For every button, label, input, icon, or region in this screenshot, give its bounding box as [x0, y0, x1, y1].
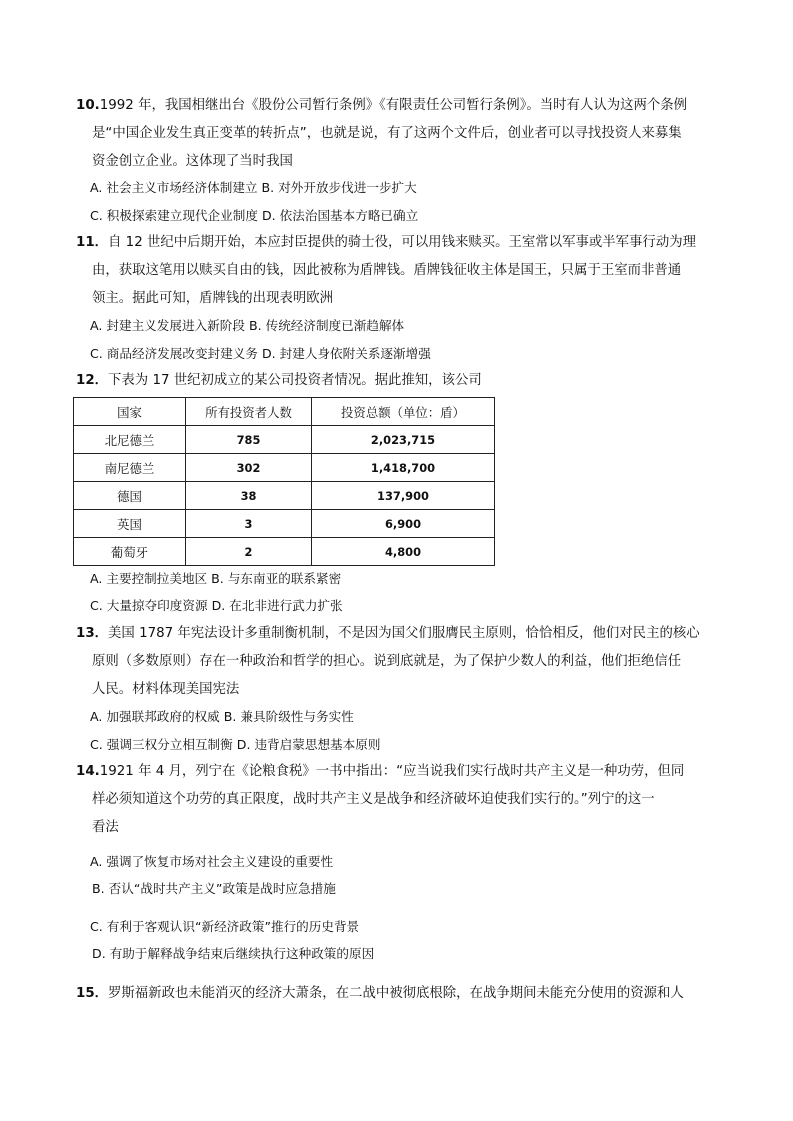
table-cell: 葡萄牙 — [74, 538, 186, 566]
question-number: 15． — [76, 986, 109, 1001]
question-10-line-2: 是“中国企业发生真正变革的转折点”，也就是说，有了这两个文件后，创业者可以寻找投资人来募集 — [92, 126, 682, 141]
question-11-line-2: 由，获取这笔用以赎买自由的钱，因此被称为盾牌钱。盾牌钱征收主体是国王，只属于王室而非普通 — [92, 263, 682, 278]
question-11-options-row-2 — [90, 340, 431, 368]
question-12 — [76, 367, 482, 395]
question-number: 10. — [76, 98, 100, 113]
table-row — [74, 538, 495, 566]
table-cell: 北尼德兰 — [74, 426, 186, 454]
table-cell: 302 — [186, 454, 312, 482]
question-13-options-row-2 — [90, 731, 380, 759]
question-number: 12． — [76, 373, 109, 388]
question-10-options-row-2 — [90, 202, 418, 230]
option-c[interactable]: C. 有利于客观认识“新经济政策”推行的历史背景 — [90, 919, 360, 934]
question-11-options-row-1 — [90, 312, 404, 340]
option-d[interactable]: D. 封建人身依附关系逐渐增强 — [261, 346, 431, 361]
option-b[interactable]: B. 对外开放步伐进一步扩大 — [261, 180, 417, 195]
table-header-cell: 国家 — [74, 398, 186, 426]
question-11 — [76, 229, 696, 257]
option-b[interactable]: B. 传统经济制度已渐趋解体 — [248, 318, 405, 333]
option-a[interactable]: A. 封建主义发展进入新阶段 — [90, 318, 245, 333]
option-c[interactable]: C. 积极探索建立现代企业制度 — [90, 208, 258, 223]
option-a[interactable]: A. 加强联邦政府的权威 — [90, 709, 220, 724]
option-d[interactable]: D. 有助于解释战争结束后继续执行这种政策的原因 — [92, 946, 375, 961]
question-10-options-row-1 — [90, 174, 417, 202]
option-a[interactable]: A. 社会主义市场经济体制建立 — [90, 180, 258, 195]
question-13-line-2: 原则（多数原则）存在一种政治和哲学的担心。说到底就是，为了保护少数人的利益，他们拒绝信任 — [92, 654, 682, 669]
table-cell: 2 — [186, 538, 312, 566]
investor-table — [73, 397, 495, 566]
table-row — [74, 482, 495, 510]
question-14-cont — [92, 786, 655, 842]
option-a[interactable]: A. 强调了恢复市场对社会主义建设的重要性 — [90, 854, 334, 869]
table-cell: 6,900 — [312, 510, 495, 538]
question-11-line-3: 领主。据此可知，盾牌钱的出现表明欧洲 — [92, 291, 334, 306]
table-header-row — [74, 398, 495, 426]
option-d[interactable]: D. 依法治国基本方略已确立 — [261, 208, 419, 223]
question-14 — [76, 758, 684, 786]
option-b[interactable]: B. 否认“战时共产主义”政策是战时应急措施 — [92, 881, 336, 896]
table-cell: 1,418,700 — [312, 454, 495, 482]
table-cell: 2,023,715 — [312, 426, 495, 454]
question-13-cont — [92, 648, 681, 704]
option-b[interactable]: B. 与东南亚的联系紧密 — [211, 571, 342, 586]
table-header-cell: 所有投资者人数 — [186, 398, 312, 426]
table-cell: 785 — [186, 426, 312, 454]
question-14-line-1: 14.1921 年 4 月，列宁在《论粮食税》一书中指出：“应当说我们实行战时共产主义是一种功劳，但同 — [76, 764, 685, 779]
table-cell: 4,800 — [312, 538, 495, 566]
question-number: 11． — [76, 235, 109, 250]
question-15 — [76, 980, 684, 1008]
option-b[interactable]: B. 兼具阶级性与务实性 — [223, 709, 354, 724]
option-d[interactable]: D. 在北非进行武力扩张 — [211, 598, 343, 613]
question-12-options-row-1 — [90, 565, 341, 593]
question-12-options-row-2 — [90, 592, 343, 620]
question-13-line-1: 13．美国 1787 年宪法设计多重制衡机制，不是因为国父们服膺民主原则，恰恰相反，他们对民主的核心 — [76, 626, 700, 641]
table-cell: 德国 — [74, 482, 186, 510]
table-cell: 英国 — [74, 510, 186, 538]
question-14-line-3: 看法 — [92, 820, 119, 835]
table-header-cell: 投资总额（单位：盾） — [312, 398, 495, 426]
option-d[interactable]: D. 违背启蒙思想基本原则 — [236, 737, 381, 752]
option-c[interactable]: C. 商品经济发展改变封建义务 — [90, 346, 258, 361]
option-c[interactable]: C. 大量掠夺印度资源 — [90, 598, 208, 613]
question-13-line-3: 人民。材料体现美国宪法 — [92, 682, 240, 697]
table-cell: 南尼德兰 — [74, 454, 186, 482]
question-13-options-row-1 — [90, 703, 354, 731]
option-c[interactable]: C. 强调三权分立相互制衡 — [90, 737, 233, 752]
question-10 — [76, 92, 687, 120]
table-cell: 38 — [186, 482, 312, 510]
question-number: 13． — [76, 626, 109, 641]
table-row — [74, 426, 495, 454]
table-row — [74, 454, 495, 482]
question-11-line-1: 11．自 12 世纪中后期开始，本应封臣提供的骑士役，可以用钱来赎买。王室常以军事或半军事行动为理 — [76, 235, 696, 250]
question-10-cont — [92, 120, 682, 176]
question-10-line-3: 资金创立企业。这体现了当时我国 — [92, 154, 293, 169]
table-cell: 3 — [186, 510, 312, 538]
question-11-cont — [92, 257, 681, 313]
question-15-line-1: 15．罗斯福新政也未能消灭的经济大萧条，在二战中被彻底根除，在战争期间未能充分使用的资源和人 — [76, 986, 684, 1001]
question-14-line-2: 样必须知道这个功劳的真正限度，战时共产主义是战争和经济破坏迫使我们实行的。”列宁的这一 — [92, 792, 655, 807]
question-12-line-1: 12．下表为 17 世纪初成立的某公司投资者情况。据此推知，该公司 — [76, 373, 482, 388]
table-row — [74, 510, 495, 538]
option-a[interactable]: A. 主要控制拉美地区 — [90, 571, 208, 586]
question-10-line-1: 10.1992 年，我国相继出台《股份公司暂行条例》《有限责任公司暂行条例》。当时有人认为这两个条例 — [76, 98, 688, 113]
question-13 — [76, 620, 700, 648]
table-cell: 137,900 — [312, 482, 495, 510]
question-number: 14. — [76, 764, 100, 779]
